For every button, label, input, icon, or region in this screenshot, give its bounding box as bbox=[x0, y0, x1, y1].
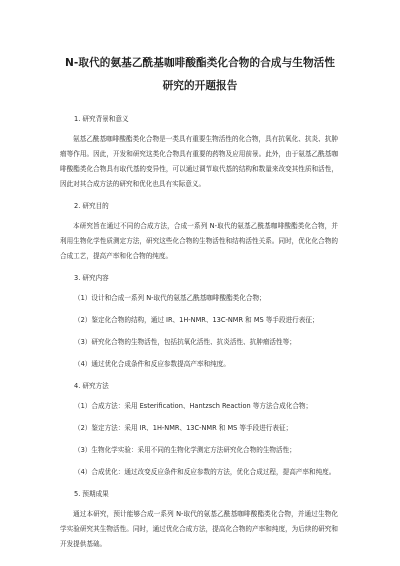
section-paragraph: 通过本研究，预计能够合成一系列 N-取代的氨基乙酰基咖啡酸酯类化合物，并通过生物化学实验研究其生物活性。同时，通过优化合成方法，提高化合物的产率和纯度，为后续的研究和开发提供基础。 bbox=[60, 510, 338, 548]
document-body bbox=[60, 112, 338, 557]
list-item: （1）合成方法：采用 Esterification、Hantzsch Reaction 等方法合成化合物； bbox=[74, 402, 313, 410]
list-item: （2）鉴定化合物的结构，通过 IR、1H-NMR、13C-NMR 和 MS 等手段进行表征； bbox=[74, 316, 319, 324]
section-heading: 1. 研究背景和意义 bbox=[74, 115, 129, 123]
list-item: （2）鉴定方法：采用 IR、1H-NMR、13C-NMR 和 MS 等手段进行表征； bbox=[74, 424, 293, 432]
list-item: （1）设计和合成一系列 N-取代的氨基乙酰基咖啡酸酯类化合物； bbox=[74, 294, 266, 302]
section-heading: 4. 研究方法 bbox=[74, 382, 109, 390]
list-item: （4）通过优化合成条件和反应参数提高产率和纯度。 bbox=[74, 360, 230, 368]
list-item: （3）生物化学实验：采用不同的生物化学测定方法研究化合物的生物活性； bbox=[74, 446, 296, 454]
list-item: （3）研究化合物的生物活性，包括抗氧化活性、抗炎活性、抗肿瘤活性等； bbox=[74, 338, 296, 346]
section-heading: 3. 研究内容 bbox=[74, 274, 109, 282]
section-paragraph: 本研究旨在通过不同的合成方法，合成一系列 N-取代的氨基乙酰基咖啡酸酯类化合物，并利用生物化学性质测定方法，研究这些化合物的生物活性和结构活性关系。同时，优化化合物的合成工艺，提高产率和化合物的纯度。 bbox=[60, 222, 338, 260]
section-paragraph: 氨基乙酰基咖啡酸酯类化合物是一类具有重要生物活性的化合物，具有抗氧化、抗炎、抗肿瘤等作用。因此，开发和研究这类化合物具有重要的药物及应用前景。此外，由于氨基乙酰基咖啡酸酯类化合物具有取代基的变异性，可以通过调节取代基的结构和数量来改变其性质和活性，因此对其合成方法的研究和优化也具有实际意义。 bbox=[60, 135, 338, 188]
list-item: （4）合成优化：通过改变反应条件和反应参数的方法，优化合成过程，提高产率和纯度。 bbox=[74, 468, 336, 476]
document-title-line-2: 研究的开题报告 bbox=[162, 80, 238, 92]
document-title-line-1: N-取代的氨基乙酰基咖啡酸酯类化合物的合成与生物活性 bbox=[64, 57, 336, 69]
section-heading: 5. 预期成果 bbox=[74, 490, 109, 498]
section-heading: 2. 研究目的 bbox=[74, 202, 109, 210]
